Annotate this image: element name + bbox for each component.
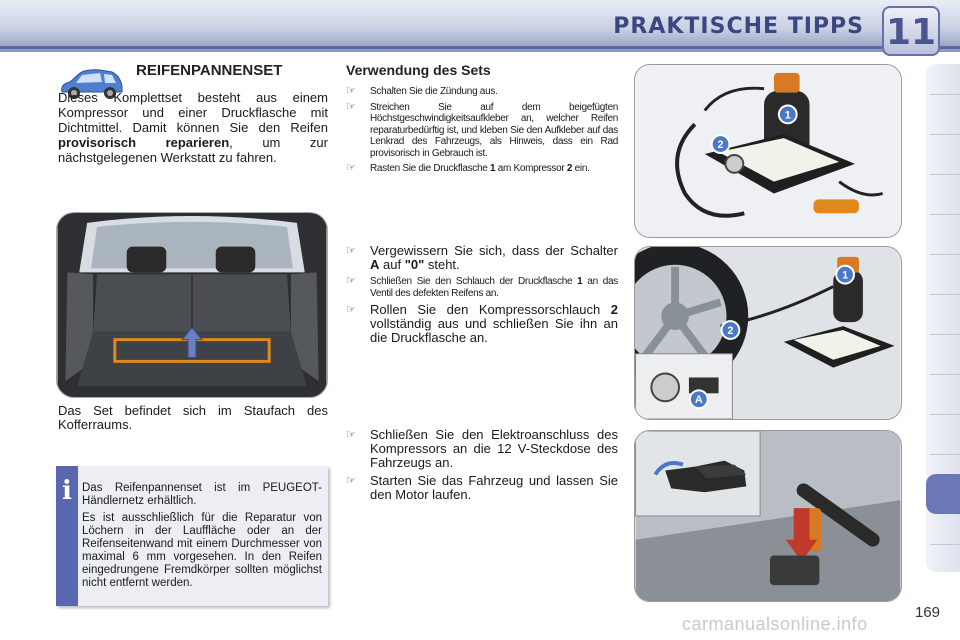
tab-divider bbox=[930, 544, 960, 545]
pointer-icon: ☞ bbox=[346, 100, 356, 113]
intro-part1: Dieses Komplettset besteht aus einem Kompressor und einer Druckflasche mit Dichtmittel. Damit können Sie den Reifen bbox=[58, 90, 328, 135]
step-text: Starten Sie das Fahrzeug und lassen Sie den Motor laufen. bbox=[370, 473, 618, 502]
photo-caption: Das Set befindet sich im Staufach des Kofferraums. bbox=[58, 403, 328, 432]
watermark: carmanualsonline.info bbox=[682, 614, 868, 634]
step-text bbox=[370, 163, 590, 174]
photo-label-2: 2 bbox=[717, 139, 724, 152]
info-icon: i bbox=[62, 476, 72, 506]
tab-divider bbox=[930, 174, 960, 175]
info-paragraph: Es ist ausschließlich für die Reparatur von Löchern in der Lauffläche oder an der Reifenseitenwand mit einem Durchmesser von maximal 6 mm vorgesehen. In den Reifen eingedrungene Fremdkörper sollten möglichst nicht entfernt werden. bbox=[82, 512, 322, 589]
pointer-icon: ☞ bbox=[346, 162, 356, 174]
chapter-number: 11 bbox=[885, 12, 937, 53]
step-text-part: ein. bbox=[572, 163, 590, 174]
pointer-icon: ☞ bbox=[346, 85, 356, 97]
step-item bbox=[346, 244, 618, 272]
step-ref-number: 2 bbox=[566, 163, 573, 174]
step-text-part: Rasten Sie die Druckflasche bbox=[370, 163, 490, 174]
photo-label-a: A bbox=[694, 394, 703, 407]
intro-text bbox=[58, 90, 328, 165]
chapter-tab-active[interactable] bbox=[926, 474, 960, 514]
step-item bbox=[346, 276, 618, 299]
step-text-part: vollständig aus und schließen Sie ihn an die Druckflasche an. bbox=[370, 316, 618, 345]
kit-assembly-illustration bbox=[634, 64, 902, 238]
step-item bbox=[346, 86, 618, 98]
intro-part2: , um zur nächstgelegenen Werkstatt zu fahren. bbox=[58, 135, 328, 165]
step-item bbox=[346, 163, 618, 175]
step-text: Streichen Sie auf dem beigefügten Höchstgeschwindigkeitsaufkleber an, welcher Reifen reparaturbedürftig ist, und kleben Sie den Aufkleber auf das Lenkrad des Fahrzeugs, als Hinweis, dass ein Rad provisorisch in Gebrauch ist. bbox=[370, 101, 618, 159]
pointer-icon: ☞ bbox=[346, 304, 356, 316]
tab-divider bbox=[930, 374, 960, 375]
step-text: Schalten Sie die Zündung aus. bbox=[370, 86, 498, 97]
step-item bbox=[346, 428, 618, 470]
tab-divider bbox=[930, 294, 960, 295]
pointer-icon: ☞ bbox=[346, 429, 356, 441]
step-text: Schließen Sie den Elektroanschluss des Kompressors an die 12 V-Steckdose des Fahrzeugs an. bbox=[370, 427, 618, 470]
step-text-part: Rollen Sie den Kompressorschlauch bbox=[370, 302, 611, 317]
tab-divider bbox=[930, 254, 960, 255]
page-number: 169 bbox=[914, 604, 940, 621]
tab-divider bbox=[930, 414, 960, 415]
step-text-part: Vergewissern Sie sich, dass der Schalter bbox=[370, 243, 618, 258]
step-text-part: an das Ventil des defekten Reifens an. bbox=[370, 276, 618, 299]
step-text-part: Schließen Sie den Schlauch der Druckflasche bbox=[370, 276, 578, 287]
power-socket-illustration bbox=[634, 430, 902, 602]
tab-divider bbox=[930, 94, 960, 95]
steps-group-2 bbox=[346, 244, 618, 349]
intro-bold: provisorisch reparieren bbox=[58, 135, 230, 150]
section-title: REIFENPANNENSET bbox=[136, 62, 283, 79]
step-text-part: auf bbox=[379, 257, 405, 272]
header-divider bbox=[0, 46, 960, 49]
step-ref-number: 1 bbox=[490, 163, 496, 174]
steps-group-1 bbox=[346, 86, 618, 179]
photo-label-2: 2 bbox=[727, 324, 734, 337]
pointer-icon: ☞ bbox=[346, 245, 356, 257]
tab-divider bbox=[930, 334, 960, 335]
tire-connection-illustration bbox=[634, 246, 902, 420]
step-item bbox=[346, 303, 618, 345]
pointer-icon: ☞ bbox=[346, 275, 356, 287]
info-text bbox=[82, 482, 322, 594]
info-paragraph: Das Reifenpannenset ist im PEUGEOT-Händlernetz erhältlich. bbox=[82, 482, 322, 507]
step-ref-value: "0" bbox=[404, 257, 425, 272]
tab-divider bbox=[930, 454, 960, 455]
usage-title: Verwendung des Sets bbox=[346, 62, 491, 78]
step-text bbox=[370, 243, 618, 272]
step-text bbox=[370, 276, 618, 299]
step-item bbox=[346, 474, 618, 502]
step-ref-number: 2 bbox=[610, 302, 618, 317]
steps-group-3 bbox=[346, 428, 618, 506]
tab-divider bbox=[930, 214, 960, 215]
trunk-photo bbox=[56, 212, 328, 398]
step-ref-number: 1 bbox=[577, 276, 583, 287]
step-text-part: steht. bbox=[424, 257, 460, 272]
step-text bbox=[370, 302, 618, 345]
step-ref-letter: A bbox=[370, 257, 380, 272]
photo-label-1: 1 bbox=[784, 109, 791, 122]
page-title: PRAKTISCHE TIPPS bbox=[613, 14, 864, 39]
tab-divider bbox=[930, 134, 960, 135]
step-item bbox=[346, 102, 618, 160]
photo-label-1: 1 bbox=[842, 269, 849, 282]
step-text-part: am Kompressor bbox=[495, 163, 567, 174]
pointer-icon: ☞ bbox=[346, 475, 356, 487]
